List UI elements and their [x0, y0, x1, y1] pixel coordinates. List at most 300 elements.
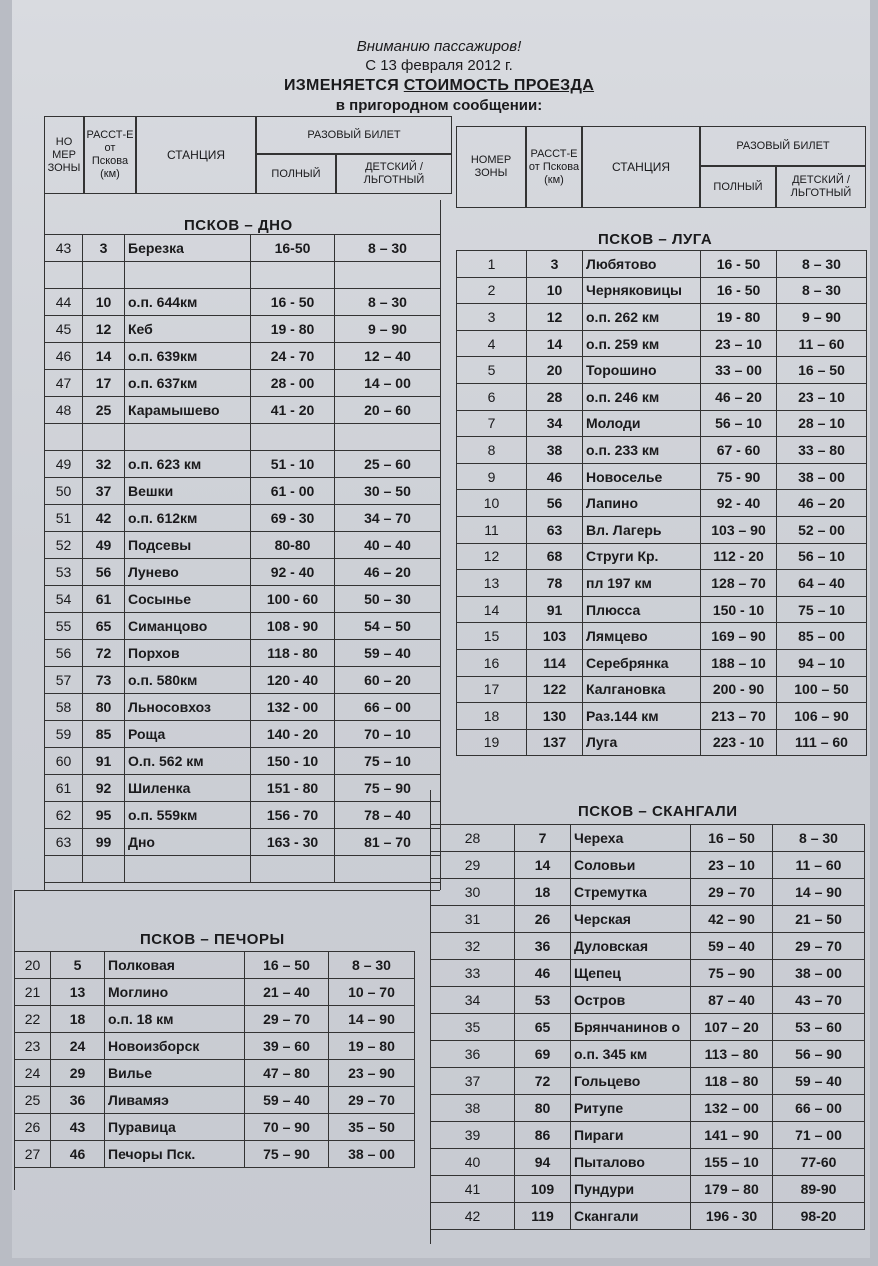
- station-name: [125, 856, 251, 883]
- distance: 99: [83, 829, 125, 856]
- fare-child: 77-60: [773, 1149, 865, 1176]
- fare-child: 9 – 90: [335, 316, 441, 343]
- fare-full: 51 - 10: [251, 451, 335, 478]
- fare-full: 92 - 40: [251, 559, 335, 586]
- zone-number: 61: [45, 775, 83, 802]
- distance: 56: [83, 559, 125, 586]
- station-name: Лапино: [583, 490, 701, 517]
- distance: 36: [515, 933, 571, 960]
- table-row: [457, 437, 867, 464]
- fare-full: 140 - 20: [251, 721, 335, 748]
- fare-child: 56 – 10: [777, 543, 867, 570]
- station-name: Дно: [125, 829, 251, 856]
- distance: 114: [527, 649, 583, 676]
- fare-child: 64 – 40: [777, 570, 867, 597]
- zone-number: 5: [457, 357, 527, 384]
- table-row: [45, 451, 441, 478]
- zone-number: 24: [15, 1060, 51, 1087]
- table-row: [457, 490, 867, 517]
- station-name: Вешки: [125, 478, 251, 505]
- fare-child: 8 – 30: [329, 952, 415, 979]
- table-row: [431, 852, 865, 879]
- distance: 38: [527, 437, 583, 464]
- station-name: Моглино: [105, 979, 245, 1006]
- zone-number: 41: [431, 1176, 515, 1203]
- distance: [83, 262, 125, 289]
- fare-full: 120 - 40: [251, 667, 335, 694]
- station-name: о.п. 580км: [125, 667, 251, 694]
- fare-full: 47 – 80: [245, 1060, 329, 1087]
- fare-child: 85 – 00: [777, 623, 867, 650]
- station-name: Пундури: [571, 1176, 691, 1203]
- distance: 18: [515, 879, 571, 906]
- fare-child: 75 – 10: [777, 596, 867, 623]
- station-name: Луга: [583, 729, 701, 756]
- fare-child: 29 – 70: [329, 1087, 415, 1114]
- distance: 43: [51, 1114, 105, 1141]
- table-row: [457, 596, 867, 623]
- station-name: Ливамяэ: [105, 1087, 245, 1114]
- table-row: [457, 463, 867, 490]
- fare-full: 29 – 70: [691, 879, 773, 906]
- station-name: о.п. 262 км: [583, 304, 701, 331]
- right-col-station: СТАНЦИЯ: [582, 126, 700, 208]
- table-row: [431, 1176, 865, 1203]
- table-row: [45, 694, 441, 721]
- fare-full: 132 – 00: [691, 1095, 773, 1122]
- zone-number: 62: [45, 802, 83, 829]
- distance: 34: [527, 410, 583, 437]
- fare-full: 16 - 50: [701, 277, 777, 304]
- station-name: Шиленка: [125, 775, 251, 802]
- zone-number: 49: [45, 451, 83, 478]
- fare-full: 16 - 50: [701, 251, 777, 278]
- station-name: Плюсса: [583, 596, 701, 623]
- left-col-full: ПОЛНЫЙ: [256, 154, 336, 194]
- distance: 46: [527, 463, 583, 490]
- station-name: Лямцево: [583, 623, 701, 650]
- station-name: о.п. 259 км: [583, 330, 701, 357]
- table-row: [457, 304, 867, 331]
- station-name: о.п. 18 км: [105, 1006, 245, 1033]
- distance: 7: [515, 825, 571, 852]
- zone-number: 34: [431, 987, 515, 1014]
- station-name: Струги Кр.: [583, 543, 701, 570]
- fare-child: 35 – 50: [329, 1114, 415, 1141]
- fare-child: 66 – 00: [773, 1095, 865, 1122]
- fare-full: 113 – 80: [691, 1041, 773, 1068]
- table-row: [45, 532, 441, 559]
- table-row: [431, 1203, 865, 1230]
- distance: 137: [527, 729, 583, 756]
- fare-child: 75 – 90: [335, 775, 441, 802]
- station-name: Кеб: [125, 316, 251, 343]
- fare-child: 50 – 30: [335, 586, 441, 613]
- table-row: [45, 235, 441, 262]
- fare-full: 56 – 10: [701, 410, 777, 437]
- distance: [83, 424, 125, 451]
- station-name: о.п. 246 км: [583, 383, 701, 410]
- table-row: [45, 667, 441, 694]
- table-row: [45, 640, 441, 667]
- fare-full: 61 - 00: [251, 478, 335, 505]
- zone-number: 22: [15, 1006, 51, 1033]
- station-name: Вилье: [105, 1060, 245, 1087]
- station-name: Сосынье: [125, 586, 251, 613]
- fare-child: 52 – 00: [777, 516, 867, 543]
- fare-full: [251, 856, 335, 883]
- fare-full: 59 – 40: [245, 1087, 329, 1114]
- zone-number: 45: [45, 316, 83, 343]
- fare-child: 28 – 10: [777, 410, 867, 437]
- station-name: о.п. 623 км: [125, 451, 251, 478]
- zone-number: 27: [15, 1141, 51, 1168]
- station-name: Льносовхоз: [125, 694, 251, 721]
- station-name: Березка: [125, 235, 251, 262]
- fare-full: 69 - 30: [251, 505, 335, 532]
- fare-child: 8 – 30: [777, 277, 867, 304]
- zone-number: [45, 856, 83, 883]
- right-col-child: ДЕТСКИЙ / ЛЬГОТНЫЙ: [776, 166, 866, 208]
- zone-number: 60: [45, 748, 83, 775]
- station-name: Скангали: [571, 1203, 691, 1230]
- table-row: [457, 383, 867, 410]
- distance: 73: [83, 667, 125, 694]
- table-row: [457, 543, 867, 570]
- table-row: [45, 802, 441, 829]
- fare-child: 38 – 00: [777, 463, 867, 490]
- station-name: Черняковицы: [583, 277, 701, 304]
- table-row: [45, 829, 441, 856]
- section-title-luga: ПСКОВ – ЛУГА: [598, 231, 713, 248]
- station-name: Серебрянка: [583, 649, 701, 676]
- distance: 130: [527, 703, 583, 730]
- station-name: о.п. 612км: [125, 505, 251, 532]
- fare-full: 87 – 40: [691, 987, 773, 1014]
- distance: 3: [527, 251, 583, 278]
- table-row: [431, 1122, 865, 1149]
- distance: 95: [83, 802, 125, 829]
- zone-number: 58: [45, 694, 83, 721]
- zone-number: 16: [457, 649, 527, 676]
- fare-full: 16 – 50: [691, 825, 773, 852]
- zone-number: 14: [457, 596, 527, 623]
- fare-child: 8 – 30: [335, 235, 441, 262]
- fare-child: 98-20: [773, 1203, 865, 1230]
- table-row: [45, 424, 441, 451]
- fare-full: 156 - 70: [251, 802, 335, 829]
- fare-full: 16 - 50: [251, 289, 335, 316]
- table-row: [15, 952, 415, 979]
- station-name: Любятово: [583, 251, 701, 278]
- zone-number: 48: [45, 397, 83, 424]
- station-name: О.п. 562 км: [125, 748, 251, 775]
- fare-child: 43 – 70: [773, 987, 865, 1014]
- distance: 3: [83, 235, 125, 262]
- station-name: [125, 424, 251, 451]
- distance: 42: [83, 505, 125, 532]
- fare-child: 14 – 90: [329, 1006, 415, 1033]
- distance: 91: [527, 596, 583, 623]
- table-row: [45, 856, 441, 883]
- zone-number: 3: [457, 304, 527, 331]
- distance: 18: [51, 1006, 105, 1033]
- notice-title: ИЗМЕНЯЕТСЯ СТОИМОСТЬ ПРОЕЗДА: [283, 77, 595, 94]
- distance: 94: [515, 1149, 571, 1176]
- station-name: о.п. 639км: [125, 343, 251, 370]
- table-row: [45, 721, 441, 748]
- zone-number: 4: [457, 330, 527, 357]
- fare-full: 75 – 90: [691, 960, 773, 987]
- distance: 46: [515, 960, 571, 987]
- zone-number: 20: [15, 952, 51, 979]
- table-row: [45, 343, 441, 370]
- fare-child: 19 – 80: [329, 1033, 415, 1060]
- zone-number: 1: [457, 251, 527, 278]
- zone-number: 13: [457, 570, 527, 597]
- fare-full: 169 – 90: [701, 623, 777, 650]
- fare-full: 163 - 30: [251, 829, 335, 856]
- table-skangali: [430, 824, 865, 1230]
- right-col-single: РАЗОВЫЙ БИЛЕТ: [700, 126, 866, 166]
- zone-number: [45, 424, 83, 451]
- notice-date: С 13 февраля 2012 г.: [365, 57, 513, 74]
- fare-child: 100 – 50: [777, 676, 867, 703]
- fare-full: 41 - 20: [251, 397, 335, 424]
- fare-full: 213 – 70: [701, 703, 777, 730]
- zone-number: 38: [431, 1095, 515, 1122]
- station-name: Калгановка: [583, 676, 701, 703]
- station-name: Подсевы: [125, 532, 251, 559]
- right-col-full: ПОЛНЫЙ: [700, 166, 776, 208]
- distance: 56: [527, 490, 583, 517]
- fare-child: 54 – 50: [335, 613, 441, 640]
- fare-child: 46 – 20: [335, 559, 441, 586]
- fare-full: 128 – 70: [701, 570, 777, 597]
- zone-number: 23: [15, 1033, 51, 1060]
- fare-full: 67 - 60: [701, 437, 777, 464]
- distance: 80: [83, 694, 125, 721]
- fare-child: 8 – 30: [777, 251, 867, 278]
- table-pechory: [14, 951, 415, 1168]
- station-name: Череха: [571, 825, 691, 852]
- fare-full: 151 - 80: [251, 775, 335, 802]
- fare-child: 9 – 90: [777, 304, 867, 331]
- distance: 46: [51, 1141, 105, 1168]
- zone-number: 51: [45, 505, 83, 532]
- station-name: Лунево: [125, 559, 251, 586]
- station-name: о.п. 559км: [125, 802, 251, 829]
- fare-child: 14 – 00: [335, 370, 441, 397]
- fare-full: 80-80: [251, 532, 335, 559]
- fare-full: [251, 262, 335, 289]
- fare-full: 19 - 80: [251, 316, 335, 343]
- distance: 91: [83, 748, 125, 775]
- station-name: Стремутка: [571, 879, 691, 906]
- distance: 63: [527, 516, 583, 543]
- fare-child: 94 – 10: [777, 649, 867, 676]
- station-name: Дуловская: [571, 933, 691, 960]
- station-name: Полковая: [105, 952, 245, 979]
- fare-child: 111 – 60: [777, 729, 867, 756]
- distance: 26: [515, 906, 571, 933]
- fare-child: 59 – 40: [335, 640, 441, 667]
- distance: 72: [83, 640, 125, 667]
- fare-child: 11 – 60: [777, 330, 867, 357]
- table-row: [431, 1068, 865, 1095]
- fare-full: 155 – 10: [691, 1149, 773, 1176]
- fare-full: [251, 424, 335, 451]
- fare-child: 33 – 80: [777, 437, 867, 464]
- zone-number: 12: [457, 543, 527, 570]
- fare-full: 29 – 70: [245, 1006, 329, 1033]
- zone-number: 10: [457, 490, 527, 517]
- fare-full: 179 – 80: [691, 1176, 773, 1203]
- table-row: [431, 1095, 865, 1122]
- zone-number: 2: [457, 277, 527, 304]
- station-name: Карамышево: [125, 397, 251, 424]
- fare-child: 23 – 10: [777, 383, 867, 410]
- fare-full: 103 – 90: [701, 516, 777, 543]
- table-row: [45, 289, 441, 316]
- station-name: Раз.144 км: [583, 703, 701, 730]
- fare-child: 8 – 30: [773, 825, 865, 852]
- station-name: Пираги: [571, 1122, 691, 1149]
- distance: 24: [51, 1033, 105, 1060]
- distance: 72: [515, 1068, 571, 1095]
- fare-full: 100 - 60: [251, 586, 335, 613]
- table-row: [457, 623, 867, 650]
- frame-line: [44, 116, 45, 890]
- table-row: [15, 1006, 415, 1033]
- table-row: [15, 1141, 415, 1168]
- fare-child: 10 – 70: [329, 979, 415, 1006]
- distance: 14: [527, 330, 583, 357]
- table-row: [15, 1087, 415, 1114]
- notice-subtitle: в пригородном сообщении:: [335, 97, 543, 114]
- zone-number: 21: [15, 979, 51, 1006]
- zone-number: 55: [45, 613, 83, 640]
- frame-line: [14, 890, 440, 891]
- zone-number: 11: [457, 516, 527, 543]
- station-name: Порхов: [125, 640, 251, 667]
- station-name: Черская: [571, 906, 691, 933]
- distance: 80: [515, 1095, 571, 1122]
- station-name: о.п. 233 км: [583, 437, 701, 464]
- zone-number: 19: [457, 729, 527, 756]
- fare-child: 38 – 00: [329, 1141, 415, 1168]
- distance: 65: [83, 613, 125, 640]
- left-col-single: РАЗОВЫЙ БИЛЕТ: [256, 116, 452, 154]
- distance: 61: [83, 586, 125, 613]
- fare-child: 60 – 20: [335, 667, 441, 694]
- station-name: Роща: [125, 721, 251, 748]
- fare-full: 16 – 50: [245, 952, 329, 979]
- zone-number: 39: [431, 1122, 515, 1149]
- zone-number: 57: [45, 667, 83, 694]
- zone-number: 33: [431, 960, 515, 987]
- fare-child: 40 – 40: [335, 532, 441, 559]
- table-row: [15, 1060, 415, 1087]
- station-name: Пуравица: [105, 1114, 245, 1141]
- frame-line: [14, 890, 15, 1190]
- fare-child: 53 – 60: [773, 1014, 865, 1041]
- table-row: [431, 960, 865, 987]
- station-name: Пыталово: [571, 1149, 691, 1176]
- fare-child: 70 – 10: [335, 721, 441, 748]
- fare-child: 106 – 90: [777, 703, 867, 730]
- fare-child: 11 – 60: [773, 852, 865, 879]
- station-name: Брянчанинов о: [571, 1014, 691, 1041]
- station-name: о.п. 637км: [125, 370, 251, 397]
- fare-child: 34 – 70: [335, 505, 441, 532]
- fare-full: 42 – 90: [691, 906, 773, 933]
- zone-number: 63: [45, 829, 83, 856]
- zone-number: 6: [457, 383, 527, 410]
- zone-number: 31: [431, 906, 515, 933]
- notice-greeting: Вниманию пассажиров!: [356, 38, 522, 55]
- table-row: [45, 397, 441, 424]
- table-row: [457, 703, 867, 730]
- table-luga: [456, 250, 867, 756]
- zone-number: 37: [431, 1068, 515, 1095]
- fare-child: 75 – 10: [335, 748, 441, 775]
- distance: 53: [515, 987, 571, 1014]
- zone-number: 54: [45, 586, 83, 613]
- fare-full: 23 – 10: [701, 330, 777, 357]
- fare-full: 108 - 90: [251, 613, 335, 640]
- table-row: [457, 649, 867, 676]
- zone-number: 8: [457, 437, 527, 464]
- fare-child: 81 – 70: [335, 829, 441, 856]
- station-name: Молоди: [583, 410, 701, 437]
- zone-number: 36: [431, 1041, 515, 1068]
- distance: 20: [527, 357, 583, 384]
- zone-number: 9: [457, 463, 527, 490]
- fare-child: 71 – 00: [773, 1122, 865, 1149]
- table-row: [45, 748, 441, 775]
- station-name: [125, 262, 251, 289]
- station-name: Вл. Лагерь: [583, 516, 701, 543]
- zone-number: 32: [431, 933, 515, 960]
- station-name: Ритупе: [571, 1095, 691, 1122]
- table-row: [457, 330, 867, 357]
- fare-full: 118 - 80: [251, 640, 335, 667]
- distance: 14: [515, 852, 571, 879]
- table-row: [431, 906, 865, 933]
- table-dno: [44, 234, 441, 883]
- fare-child: 59 – 40: [773, 1068, 865, 1095]
- zone-number: 29: [431, 852, 515, 879]
- zone-number: 28: [431, 825, 515, 852]
- table-row: [15, 1033, 415, 1060]
- distance: 65: [515, 1014, 571, 1041]
- distance: 49: [83, 532, 125, 559]
- zone-number: 50: [45, 478, 83, 505]
- table-row: [45, 505, 441, 532]
- zone-number: 53: [45, 559, 83, 586]
- distance: 5: [51, 952, 105, 979]
- fare-child: 29 – 70: [773, 933, 865, 960]
- distance: 85: [83, 721, 125, 748]
- distance: 25: [83, 397, 125, 424]
- table-row: [457, 410, 867, 437]
- fare-child: 46 – 20: [777, 490, 867, 517]
- zone-number: 18: [457, 703, 527, 730]
- fare-child: 38 – 00: [773, 960, 865, 987]
- zone-number: 42: [431, 1203, 515, 1230]
- table-row: [45, 370, 441, 397]
